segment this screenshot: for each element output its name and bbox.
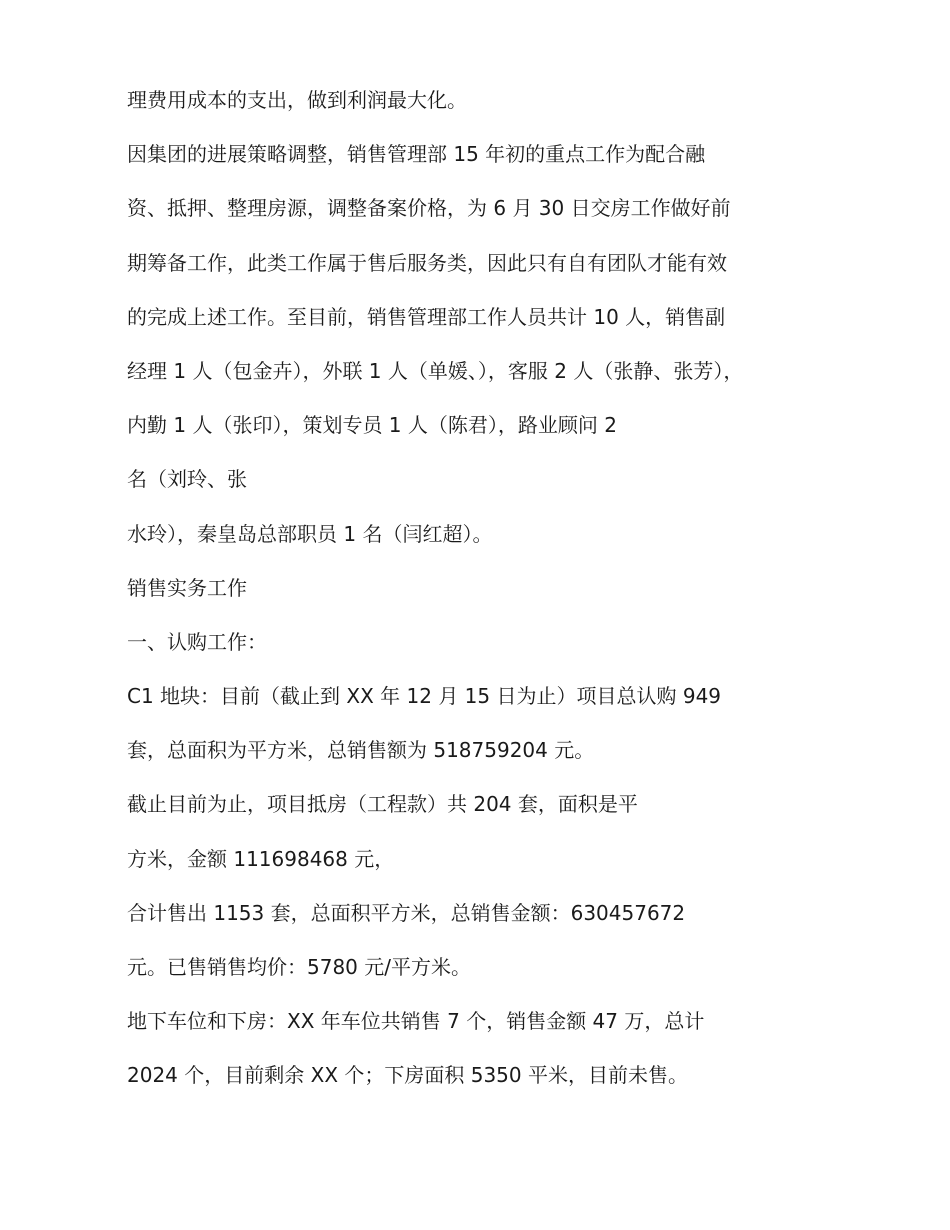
text-line: 理费用成本的支出，做到利润最大化。 [127,88,467,112]
text-line: 套，总面积为平方米，总销售额为 518759204 元。 [127,738,595,763]
subsection-heading: 一、认购工作： [127,629,267,654]
text-line: 元。已售销售均价：5780 元/平方米。 [127,955,471,979]
text-line: 的完成上述工作。至目前，销售管理部工作人员共计 10 人，销售副 [127,304,726,329]
section-heading: 销售实务工作 [127,575,247,600]
text-line: 截止目前为止，项目抵房（工程款）共 204 套，面积是平 [127,792,638,817]
text-line: 2024 个，目前剩余 XX 个；下房面积 5350 平米，目前未售。 [127,1063,688,1088]
text-line: C1 地块：目前（截止到 XX 年 12 月 15 日为止）项目总认购 949 [127,684,722,709]
document-body [127,85,827,1115]
text-line: 资、抵押、整理房源，调整备案价格，为 6 月 30 日交房工作做好前 [127,196,731,221]
text-line: 地下车位和下房：XX 年车位共销售 7 个，销售金额 47 万，总计 [127,1009,705,1034]
text-line: 经理 1 人（包金卉），外联 1 人（单媛、），客服 2 人（张静、张芳）， [127,358,744,383]
text-line: 方米，金额 111698468 元， [127,846,395,871]
text-line: 名（刘玲、张 [127,467,247,492]
text-line: 水玲），秦皇岛总部职员 1 名（闫红超）。 [127,521,493,546]
text-line: 期筹备工作，此类工作属于售后服务类，因此只有自有团队才能有效 [127,250,727,275]
text-line: 内勤 1 人（张印），策划专员 1 人（陈君），路业顾问 2 [127,413,617,438]
text-line: 因集团的进展策略调整，销售管理部 15 年初的重点工作为配合融 [127,142,706,167]
text-line: 合计售出 1153 套，总面积平方米，总销售金额：630457672 [127,900,686,925]
